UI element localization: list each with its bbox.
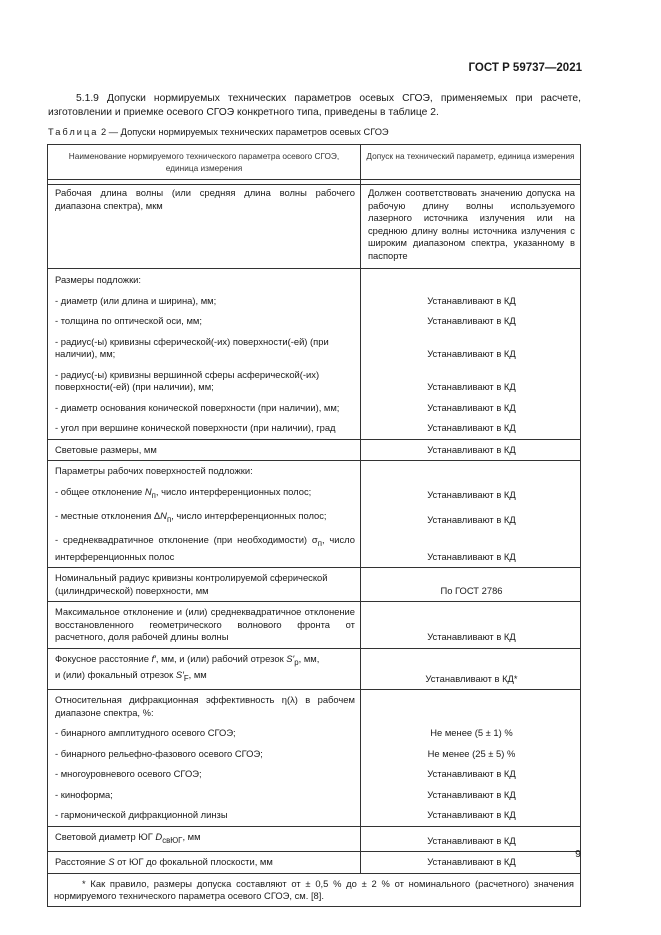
table-row [48,291,581,312]
param-surfaces-title: Параметры рабочих поверхностей подложки: [48,461,361,482]
table-header-row [48,145,581,180]
param-efficiency-item: - многоуровневого осевого СГОЭ; [48,764,361,785]
param-substrate-item: - радиус(-ы) кривизны сферической(-их) поверхности(-ей) (при наличии), мм; [48,332,361,365]
tol-wavelength: Должен соответствовать значению допуска на рабочую длину волны используемого лазерного источника излучения или на среднюю длину волны источника излучения с широким диапазоном спектра, указанному в паспорте [360,185,580,269]
tol-distance: Устанавливают в КД [360,852,580,874]
param-substrate-item: - угол при вершине конической поверхности (при наличии), град [48,418,361,439]
table-row [48,439,581,461]
param-focal: Фокусное расстояние f′, мм, и (или) рабочий отрезок $S'_р$, мм, и (или) фокальный отрезок $S'_F$, мм [48,648,361,690]
tol-local-deviation: Устанавливают в КД [360,506,580,530]
table-row [48,826,581,851]
column-header-tolerance: Допуск на технический параметр, единица измерения [360,145,580,180]
intro-paragraph: 5.1.9 Допуски нормируемых технических параметров осевых СГОЭ, применяемых при расчете, изготовлении и приемке осевого СГОЭ конкретного типа, приведены в таблице 2. [48,93,581,118]
param-substrate-item: - диаметр основания конической поверхности (при наличии), мм; [48,398,361,419]
table-row [48,744,581,765]
tolerance-table [47,144,581,907]
table-row [48,764,581,785]
param-wavelength: Рабочая длина волны (или средняя длина волны рабочего диапазона спектра), мкм [48,185,361,269]
document-header: ГОСТ Р 59737—2021 [468,62,582,74]
table-footnote: * Как правило, размеры допуска составляют от ± 0,5 % до ± 2 % от номинального (расчетного) значения нормируемого технического параметра осевого СГОЭ, см. [8]. [48,873,581,906]
table-row [48,690,581,724]
column-header-parameter: Наименование нормируемого технического параметра осевого СГОЭ, единица измерения [48,145,361,180]
param-surface-deviation: - общее отклонение $N_п$, число интерференционных полос; [48,482,361,506]
table-row [48,648,581,690]
tol-substrate-item: Устанавливают в КД [360,332,580,365]
tol-efficiency-item: Устанавливают в КД [360,764,580,785]
table-caption [48,127,389,137]
table-row [48,418,581,439]
param-efficiency-item: - киноформа; [48,785,361,806]
table-row [48,805,581,826]
param-substrate-item: - радиус(-ы) кривизны вершинной сферы асферической(-их) поверхности(-ей) (при наличии), мм; [48,365,361,398]
param-rms-deviation: - среднеквадратичное отклонение (при необходимости) $\sigma_п$, число интерференционных полос [48,530,361,567]
param-wavefront: Максимальное отклонение и (или) среднеквадратичное отклонение восстановленного геометрического волнового фронта от расчетного, доля рабочей длины волны [48,602,361,649]
tol-substrate-item: Устанавливают в КД [360,365,580,398]
tol-efficiency-item: Не менее (5 ± 1) % [360,723,580,744]
table-row [48,185,581,269]
table-row [48,785,581,806]
param-efficiency-item: - бинарного амплитудного осевого СГОЭ; [48,723,361,744]
tol-efficiency-item: Не менее (25 ± 5) % [360,744,580,765]
tol-efficiency-item: Устанавливают в КД [360,805,580,826]
param-light-dims: Световые размеры, мм [48,439,361,461]
tol-substrate-item: Устанавливают в КД [360,398,580,419]
param-distance: Расстояние S от ЮГ до фокальной плоскости, мм [48,852,361,874]
table-caption-prefix: Таблица [48,127,99,137]
param-efficiency-title: Относительная дифракционная эффективность η(λ) в рабочем диапазоне спектра, %: [48,690,361,724]
table-row [48,398,581,419]
table-row [48,568,581,602]
param-efficiency-item: - гармонической дифракционной линзы [48,805,361,826]
table-row [48,332,581,365]
param-aperture: Световой диаметр ЮГ $D_{свЮГ}$, мм [48,826,361,851]
table-row [48,311,581,332]
table-row [48,269,581,291]
tol-surface-deviation: Устанавливают в КД [360,482,580,506]
tol-rms-deviation: Устанавливают в КД [360,530,580,567]
table-row [48,530,581,567]
tol-substrate-item: Устанавливают в КД [360,418,580,439]
table-row [48,365,581,398]
table-row [48,461,581,482]
tol-nominal-radius: По ГОСТ 2786 [360,568,580,602]
page-number: 9 [575,848,581,860]
tol-focal: Устанавливают в КД* [360,648,580,690]
table-row [48,506,581,530]
tol-substrate-item: Устанавливают в КД [360,311,580,332]
param-local-deviation: - местные отклонения $\Delta N_п$, число интерференционных полос; [48,506,361,530]
tol-wavefront: Устанавливают в КД [360,602,580,649]
tol-efficiency-item: Устанавливают в КД [360,785,580,806]
param-nominal-radius: Номинальный радиус кривизны контролируемой сферической (цилиндрической) поверхности, мм [48,568,361,602]
table-row [48,723,581,744]
table-row [48,852,581,874]
table-caption-text: 2 — Допуски нормируемых технических параметров осевых СГОЭ [101,127,389,137]
tol-aperture: Устанавливают в КД [360,826,580,851]
tol-substrate-item: Устанавливают в КД [360,291,580,312]
param-substrate-item: - толщина по оптической оси, мм; [48,311,361,332]
table-row [48,482,581,506]
table-row [48,602,581,649]
table-footnote-row [48,873,581,906]
param-substrate-item: - диаметр (или длина и ширина), мм; [48,291,361,312]
param-substrate-title: Размеры подложки: [48,269,361,291]
param-efficiency-item: - бинарного рельефно-фазового осевого СГОЭ; [48,744,361,765]
tol-light-dims: Устанавливают в КД [360,439,580,461]
